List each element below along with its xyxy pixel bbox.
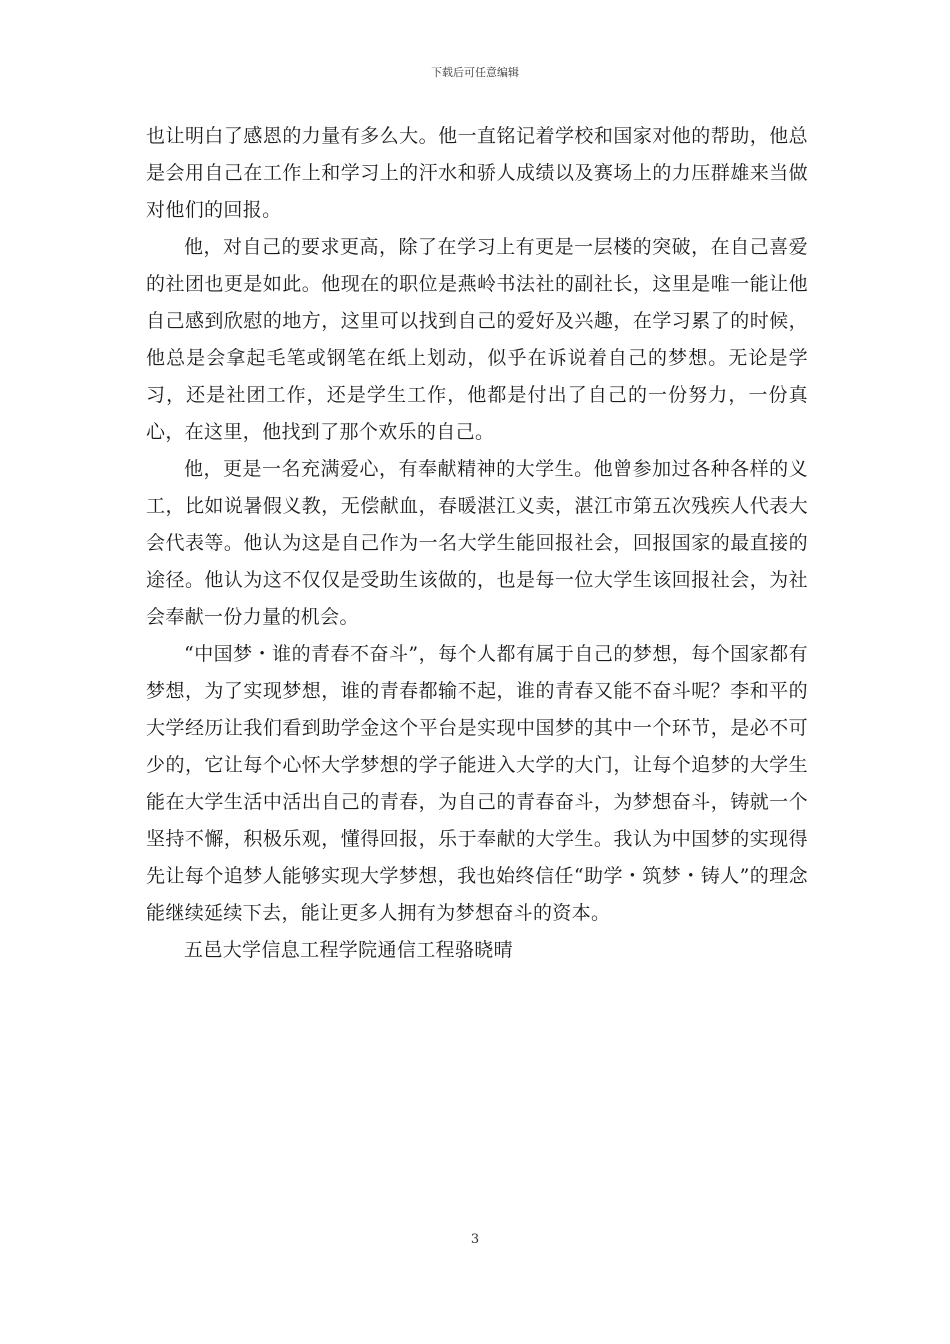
author-signature: 五邑大学信息工程学院通信工程骆晓晴 bbox=[184, 939, 513, 961]
page-number: 3 bbox=[470, 1232, 480, 1247]
paragraph-volunteer: 他，更是一名充满爱心，有奉献精神的大学生。他曾参加过各种各样的义工，比如说暑假义教，无偿献血，春暖湛江义卖，湛江市第五次残疾人代表大会代表等。他认为这是自己作为一名大学生能回报社会，回报国家的最直接的途径。他认为这不仅仅是受助生该做的，也是每一位大学生该回报社会，为社会奉献一份力量的机会。 bbox=[146, 458, 808, 628]
paragraph-continuation: 也让明白了感恩的力量有多么大。他一直铭记着学校和国家对他的帮助，他总是会用自己在工作上和学习上的汗水和骄人成绩以及赛场上的力压群雄来当做对他们的回报。 bbox=[146, 125, 808, 221]
paragraph-china-dream: “中国梦・谁的青春不奋斗”，每个人都有属于自己的梦想，每个国家都有梦想，为了实现梦想，谁的青春都输不起，谁的青春又能不奋斗呢？李和平的大学经历让我们看到助学金这个平台是实现中国梦的其中一个环节，是必不可少的，它让每个心怀大学梦想的学子能进入大学的大门，让每个追梦的大学生能在大学生活中活出自己的青春，为自己的青春奋斗，为梦想奋斗，铸就一个坚持不懈，积极乐观，懂得回报，乐于奉献的大学生。我认为中国梦的实现得先让每个追梦人能够实现大学梦想，我也始终信任“助学・筑梦・铸人”的理念能继续延续下去，能让更多人拥有为梦想奋斗的资本。 bbox=[146, 643, 808, 924]
page-header: 下载后可任意编辑 bbox=[431, 66, 519, 79]
document-body bbox=[146, 118, 808, 969]
paragraph-calligraphy-club: 他，对自己的要求更高，除了在学习上有更是一层楼的突破，在自己喜爱的社团也更是如此。他现在的职位是燕岭书法社的副社长，这里是唯一能让他自己感到欣慰的地方，这里可以找到自己的爱好及兴趣，在学习累了的时候，他总是会拿起毛笔或钢笔在纸上划动，似乎在诉说着自己的梦想。无论是学习，还是社团工作，还是学生工作，他都是付出了自己的一份努力，一份真心，在这里，他找到了那个欢乐的自己。 bbox=[146, 236, 808, 443]
